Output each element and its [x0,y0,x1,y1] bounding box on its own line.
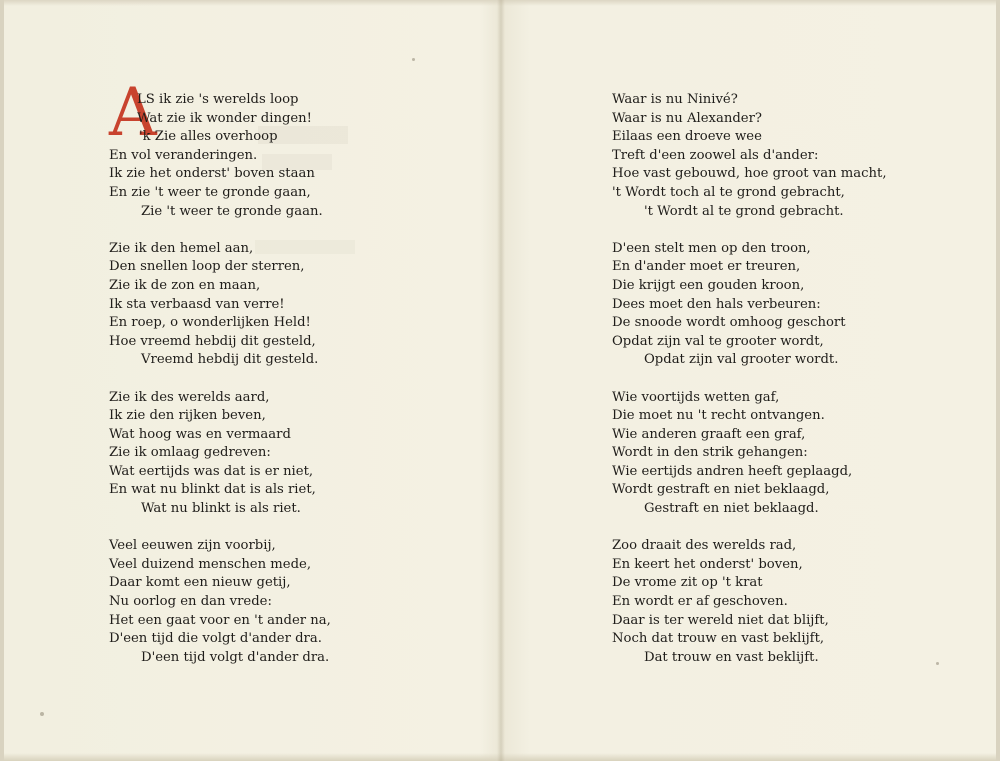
poem-refrain: Wat nu blinkt is als riet. [141,501,301,517]
poem-line: Dees moet den hals verbeuren: [612,296,821,312]
poem-line: Den snellen loop der sterren, [109,259,305,275]
poem-line: 't Wordt toch al te grond gebracht, [612,184,845,200]
poem-line: LS ik zie 's werelds loop [137,92,299,107]
poem-line: Zie ik de zon en maan, [109,277,261,293]
paper-speck [412,58,415,61]
poem-line: Zie ik den hemel aan, [109,240,254,256]
poem-line: En wordt er af geschoven. [612,594,788,610]
poem-line: Waar is nu Ninivé? [612,92,738,107]
poem-line: D'een tijd die volgt d'ander dra. [109,631,322,647]
poem-refrain: Dat trouw en vast beklijft. [644,649,819,665]
stanza-6 [612,240,912,370]
stanza-8 [612,537,912,667]
poem-refrain: Opdat zijn val grooter wordt. [644,352,839,368]
poem-line: Hoe vast gebouwd, hoe groot van macht, [612,166,887,182]
poem-line: Het een gaat voor en 't ander na, [109,612,331,628]
poem-line: Die moet nu 't recht ontvangen. [612,408,825,424]
poem-line: Wie voortijds wetten gaf, [612,389,780,405]
poem-line: En vol veranderingen. [109,147,258,163]
poem-line: Wie eertijds andren heeft geplaagd, [612,463,853,479]
poem-line: En keert het onderst' boven, [612,556,803,572]
poem-line: Daar is ter wereld niet dat blijft, [612,612,829,628]
poem-line: En wat nu blinkt dat is als riet, [109,482,316,498]
poem-line: Noch dat trouw en vast beklijft, [612,631,825,647]
poem-line: Veel eeuwen zijn voorbij, [109,538,276,554]
stanza-7 [612,389,912,519]
paper-speck [40,712,44,716]
poem-line: En zie 't weer te gronde gaan, [109,184,311,200]
poem-line: Waar is nu Alexander? [612,110,762,126]
poem-line: Wie anderen graaft een graf, [612,426,806,442]
poem-line: Zoo draait des werelds rad, [612,538,797,554]
paper-speck [936,662,939,665]
drop-cap: A [109,74,157,151]
page-edge-left [0,0,4,761]
poem-line: 'k Zie alles overhoop [139,129,278,145]
poem-line: D'een stelt men op den troon, [612,240,811,256]
page-edge-right [996,0,1000,761]
poem-line: Wat zie ik wonder dingen! [137,110,312,126]
poem-refrain: D'een tijd volgt d'ander dra. [141,649,330,665]
poem-line: Zie ik des werelds aard, [109,389,270,405]
poem-line: Daar komt een nieuw getij, [109,575,291,591]
poem-line: Opdat zijn val te grooter wordt, [612,333,824,349]
poem-line: Treft d'een zoowel als d'ander: [612,147,819,163]
poem-line: Nu oorlog en dan vrede: [109,594,272,610]
poem-line: De snoode wordt omhoog geschort [612,315,846,331]
poem-refrain: 't Wordt al te grond gebracht. [644,203,844,219]
right-page-poem [612,91,912,686]
poem-line: Die krijgt een gouden kroon, [612,277,805,293]
poem-line: Ik zie den rijken beven, [109,408,266,424]
poem-line: Wat hoog was en vermaard [109,426,291,442]
stanza-5 [612,91,912,221]
stanza-1 [109,91,409,221]
stanza-3 [109,389,409,519]
poem-refrain: Vreemd hebdij dit gesteld. [141,352,319,368]
center-fold [497,0,505,761]
poem-line: Wordt gestraft en niet beklaagd, [612,482,830,498]
poem-line: Ik sta verbaasd van verre! [109,296,285,312]
poem-line: Eilaas een droeve wee [612,129,762,145]
poem-line: Hoe vreemd hebdij dit gesteld, [109,333,316,349]
poem-refrain: Zie 't weer te gronde gaan. [141,203,323,219]
poem-line: Ik zie het onderst' boven staan [109,166,315,182]
poem-line: En d'ander moet er treuren, [612,259,801,275]
poem-line: Zie ik omlaag gedreven: [109,445,271,461]
poem-line: En roep, o wonderlijken Held! [109,315,311,331]
poem-line: De vrome zit op 't krat [612,575,763,591]
poem-line: Wordt in den strik gehangen: [612,445,808,461]
poem-line: Wat eertijds was dat is er niet, [109,463,314,479]
poem-line: Veel duizend menschen mede, [109,556,312,572]
left-page-poem [109,91,409,686]
stanza-2 [109,240,409,370]
stanza-4 [109,537,409,667]
poem-refrain: Gestraft en niet beklaagd. [644,501,819,517]
